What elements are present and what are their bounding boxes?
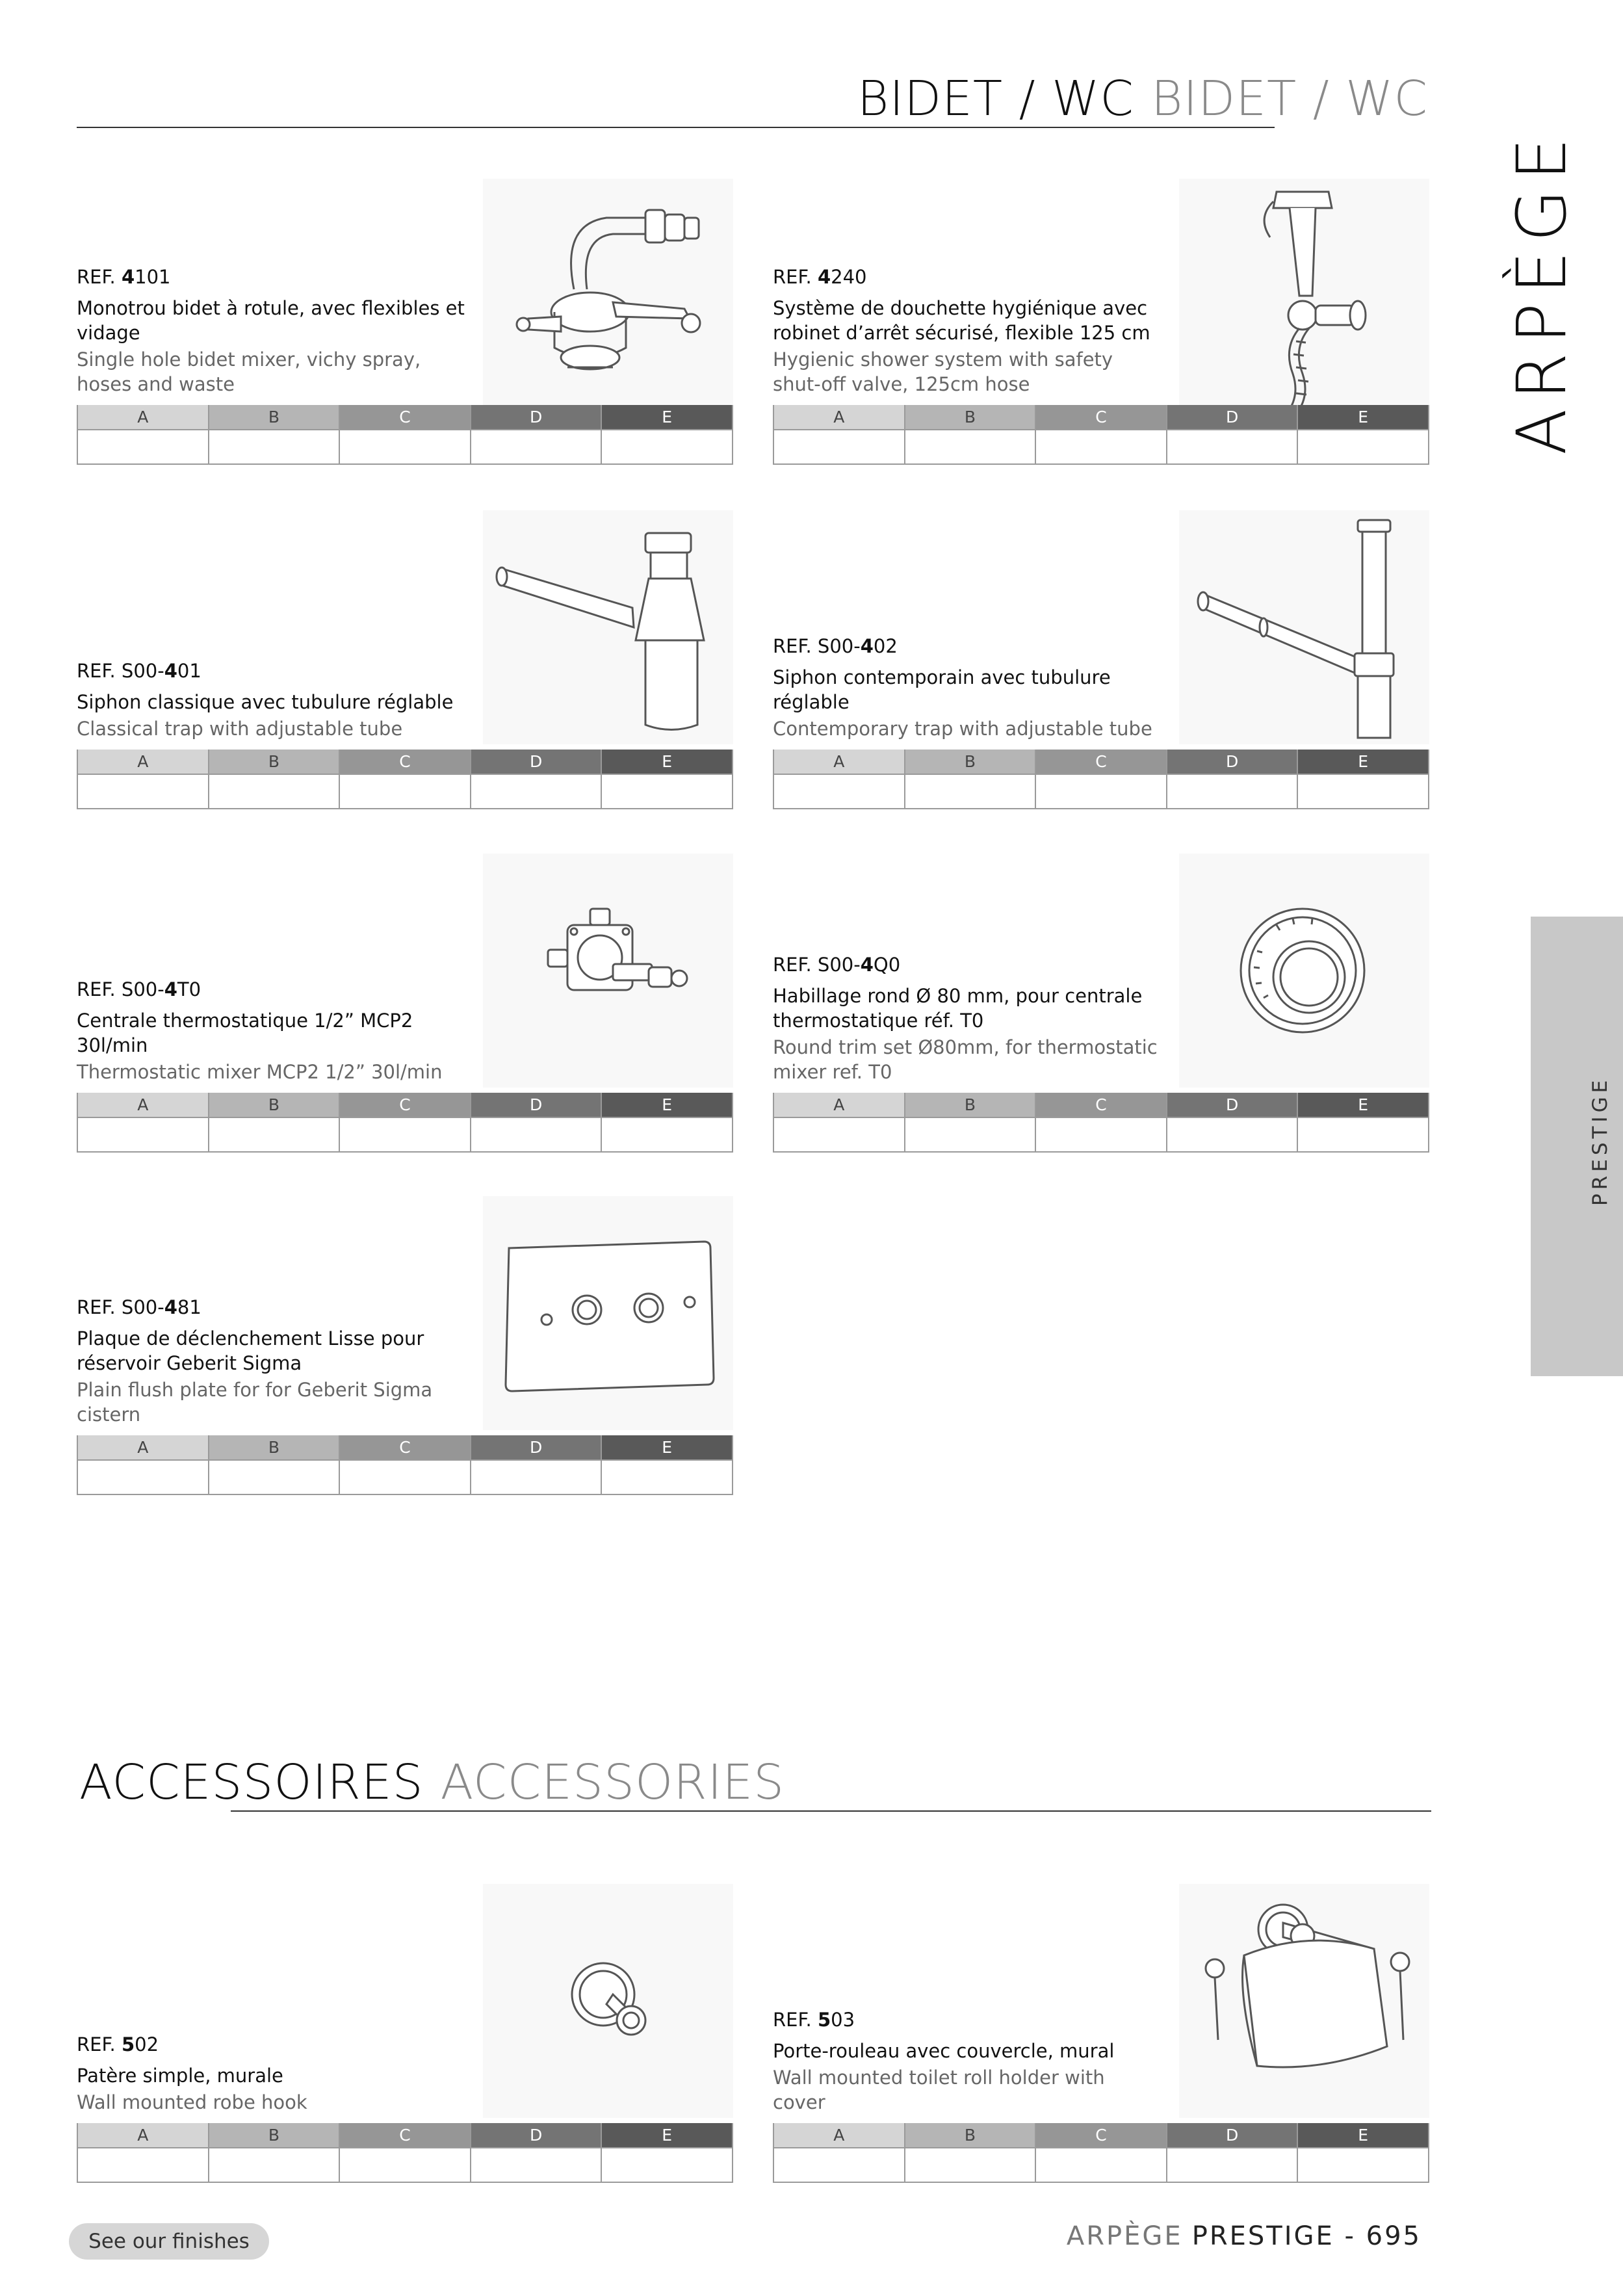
product-card: [773, 1884, 1429, 2183]
finish-grid: [77, 405, 733, 465]
finish-b[interactable]: B: [209, 1435, 340, 1460]
finish-c[interactable]: C: [1035, 750, 1167, 774]
see-finishes-button[interactable]: See our finishes: [69, 2223, 269, 2260]
finish-d[interactable]: D: [471, 1093, 602, 1117]
finish-b[interactable]: B: [905, 1093, 1036, 1117]
finish-c[interactable]: C: [1035, 1093, 1167, 1117]
finish-grid: [77, 2123, 733, 2183]
title-fr: BIDET / WC: [857, 71, 1134, 127]
product-ref: REF. S00-401: [77, 660, 201, 682]
finish-e[interactable]: E: [1297, 1093, 1429, 1117]
finish-b[interactable]: B: [905, 750, 1036, 774]
thermostatic-mixer-icon: [483, 854, 733, 1088]
product-ref: REF. S00-4Q0: [773, 954, 901, 976]
round-trim-icon: [1179, 854, 1429, 1088]
product-desc-fr: Plaque de déclenchement Lisse pour réservoir Geberit Sigma: [77, 1327, 424, 1374]
product-desc-en: Plain flush plate for for Geberit Sigma cistern: [77, 1379, 433, 1426]
finish-d[interactable]: D: [471, 750, 602, 774]
finish-a[interactable]: A: [773, 2123, 905, 2148]
product-card: [77, 1884, 733, 2183]
contemporary-trap-icon: [1179, 510, 1429, 744]
product-desc-fr: Habillage rond Ø 80 mm, pour centrale thermostatique réf. T0: [773, 985, 1143, 1032]
product-ref: REF. 502: [77, 2033, 159, 2055]
product-card: [77, 1196, 733, 1495]
finish-b[interactable]: B: [209, 2123, 340, 2148]
finish-a[interactable]: A: [77, 750, 209, 774]
product-desc-en: Single hole bidet mixer, vichy spray, hoses and waste: [77, 348, 421, 395]
product-desc-en: Classical trap with adjustable tube: [77, 718, 403, 740]
finish-b[interactable]: B: [209, 750, 340, 774]
product-card: [773, 510, 1429, 809]
finish-a[interactable]: A: [773, 1093, 905, 1117]
finish-e[interactable]: E: [601, 1093, 733, 1117]
footer-brand: ARPÈGE: [1066, 2221, 1183, 2251]
brand-vertical-label: ARPÈGE: [1502, 128, 1581, 455]
finish-a[interactable]: A: [773, 405, 905, 430]
finish-b[interactable]: B: [905, 2123, 1036, 2148]
accessories-rule: [231, 1810, 1431, 1812]
product-card: [77, 510, 733, 809]
finish-a[interactable]: A: [77, 1093, 209, 1117]
product-desc-fr: Siphon classique avec tubulure réglable: [77, 691, 454, 713]
finish-c[interactable]: C: [339, 2123, 471, 2148]
finish-e[interactable]: E: [601, 2123, 733, 2148]
product-desc-en: Contemporary trap with adjustable tube: [773, 718, 1152, 740]
finish-c[interactable]: C: [339, 1435, 471, 1460]
finish-c[interactable]: C: [339, 405, 471, 430]
collection-side-tab[interactable]: PRESTIGE: [1531, 917, 1623, 1376]
finish-b[interactable]: B: [209, 1093, 340, 1117]
finish-grid: [773, 1093, 1429, 1153]
finish-d[interactable]: D: [471, 1435, 602, 1460]
hygienic-shower-icon: [1179, 179, 1429, 413]
product-desc-fr: Porte-rouleau avec couvercle, mural: [773, 2040, 1115, 2062]
product-card: [773, 166, 1429, 465]
product-desc-fr: Siphon contemporain avec tubulure réglable: [773, 666, 1111, 713]
finish-c[interactable]: C: [339, 750, 471, 774]
flush-plate-icon: [483, 1196, 733, 1430]
title-en: BIDET / WC: [1150, 71, 1428, 127]
finish-d[interactable]: D: [1167, 405, 1298, 430]
section-title-bidet: [857, 71, 1428, 127]
product-ref: REF. S00-402: [773, 635, 898, 657]
finish-d[interactable]: D: [1167, 2123, 1298, 2148]
product-desc-fr: Monotrou bidet à rotule, avec flexibles et vidage: [77, 297, 465, 344]
product-card: [77, 166, 733, 465]
finish-a[interactable]: A: [77, 2123, 209, 2148]
product-desc-en: Wall mounted toilet roll holder with cover: [773, 2067, 1105, 2113]
page-number: - 695: [1334, 2221, 1422, 2251]
product-ref: REF. S00-4T0: [77, 978, 201, 1000]
product-ref: REF. 4101: [77, 266, 171, 288]
toilet-roll-holder-icon: [1179, 1884, 1429, 2118]
finish-e[interactable]: E: [601, 750, 733, 774]
footer-collection: PRESTIGE: [1191, 2221, 1334, 2251]
finish-grid: [77, 750, 733, 809]
finish-grid: [773, 405, 1429, 465]
finish-d[interactable]: D: [1167, 750, 1298, 774]
product-desc-en: Hygienic shower system with safety shut-off valve, 125cm hose: [773, 348, 1113, 395]
section-title-accessories: [79, 1755, 785, 1810]
finish-d[interactable]: D: [471, 405, 602, 430]
product-desc-fr: Patère simple, murale: [77, 2065, 283, 2087]
product-ref: REF. S00-481: [77, 1296, 201, 1318]
finish-a[interactable]: A: [773, 750, 905, 774]
finish-e[interactable]: E: [601, 1435, 733, 1460]
product-card: [773, 854, 1429, 1153]
finish-grid: [77, 1435, 733, 1495]
bidet-mixer-icon: [483, 179, 733, 413]
finish-e[interactable]: E: [1297, 405, 1429, 430]
finish-b[interactable]: B: [209, 405, 340, 430]
finish-a[interactable]: A: [77, 1435, 209, 1460]
finish-grid: [773, 2123, 1429, 2183]
product-desc-fr: Système de douchette hygiénique avec robinet d’arrêt sécurisé, flexible 125 cm: [773, 297, 1150, 344]
product-ref: REF. 503: [773, 2009, 855, 2031]
product-desc-en: Round trim set Ø80mm, for thermostatic mixer ref. T0: [773, 1036, 1158, 1083]
finish-b[interactable]: B: [905, 405, 1036, 430]
page-footer: [1067, 2223, 1422, 2249]
finish-c[interactable]: C: [1035, 405, 1167, 430]
robe-hook-icon: [483, 1884, 733, 2118]
finish-d[interactable]: D: [1167, 1093, 1298, 1117]
finish-e[interactable]: E: [601, 405, 733, 430]
finish-a[interactable]: A: [77, 405, 209, 430]
finish-grid: [77, 1093, 733, 1153]
finish-c[interactable]: C: [1035, 2123, 1167, 2148]
title-en: ACCESSORIES: [440, 1755, 785, 1810]
classic-trap-icon: [483, 510, 733, 744]
product-card: [77, 854, 733, 1153]
title-fr: ACCESSOIRES: [79, 1755, 424, 1810]
finish-c[interactable]: C: [339, 1093, 471, 1117]
finish-d[interactable]: D: [471, 2123, 602, 2148]
header-rule: [77, 127, 1275, 128]
product-ref: REF. 4240: [773, 266, 867, 288]
finish-e[interactable]: E: [1297, 750, 1429, 774]
product-desc-fr: Centrale thermostatique 1/2” MCP2 30l/min: [77, 1010, 413, 1056]
product-desc-en: Thermostatic mixer MCP2 1/2” 30l/min: [77, 1061, 443, 1083]
finish-e[interactable]: E: [1297, 2123, 1429, 2148]
product-desc-en: Wall mounted robe hook: [77, 2091, 307, 2113]
finish-grid: [773, 750, 1429, 809]
